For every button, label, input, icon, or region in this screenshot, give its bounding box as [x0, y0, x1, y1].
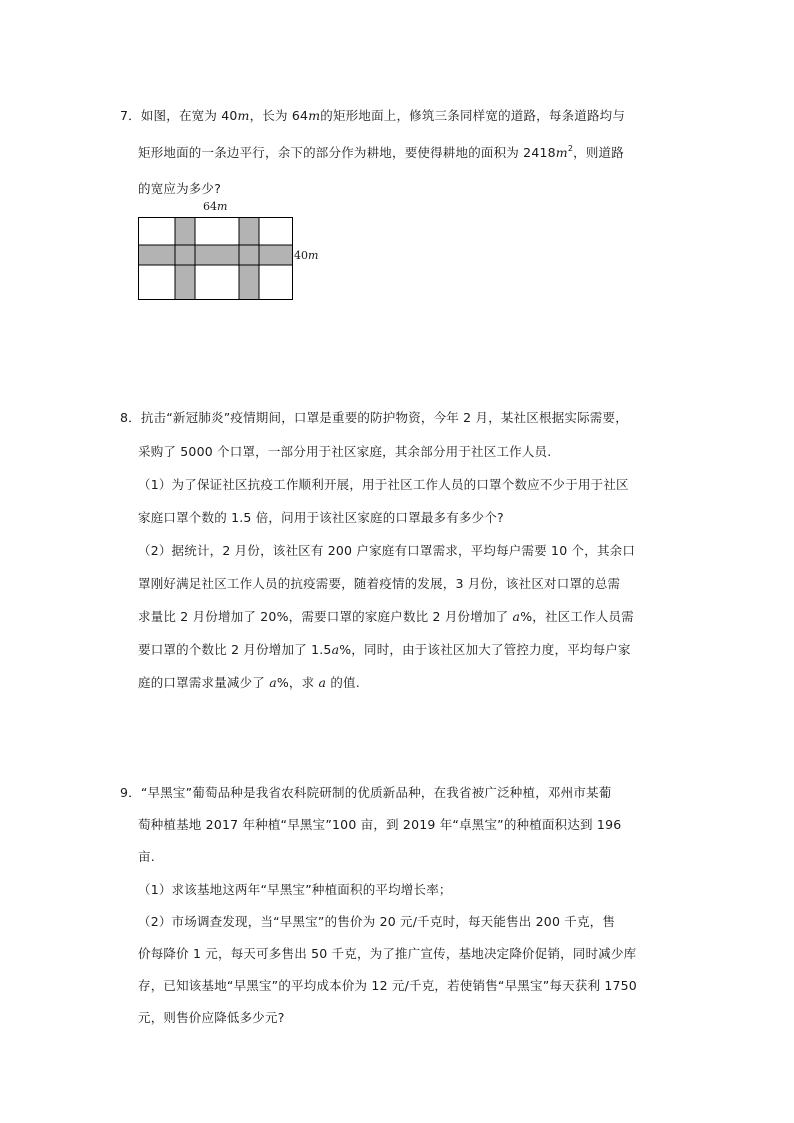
q7-line-2: 矩形地面的一条边平行，余下的部分作为耕地，要使得耕地的面积为 $2418m^2$，则道路: [138, 144, 624, 160]
q9-line-3: 亩.: [138, 849, 155, 864]
figure-top-label: 64m: [203, 200, 228, 213]
q9-line-1: 9．“早黑宝”葡萄品种是我省农科院研制的优质新品种，在我省被广泛种植，邓州市某葡: [120, 785, 612, 800]
q9-part2-line-1: （2）市场调查发现，当“早黑宝”的售价为 20 元/千克时，每天能售出 200 千克，售: [138, 914, 616, 929]
q8-part2-line-3: 求量比 2 月份增加了 20%，需要口罩的家庭户数比 2 月份增加了 a%，社区工作人员需: [138, 609, 634, 624]
q9-line-2: 萄种植基地 2017 年种植“早黑宝”100 亩，到 2019 年“卓黑宝”的种植面积达到 196: [138, 817, 622, 832]
q7-line-3: 的宽应为多少?: [138, 181, 222, 196]
q9-part1: （1）求该基地这两年“早黑宝”种植面积的平均增长率；: [138, 882, 452, 897]
q8-part2-line-5: 庭的口罩需求量减少了 a%，求 a 的值.: [138, 675, 360, 690]
figure-side-label: 40m: [294, 249, 319, 262]
q8-part2-line-1: （2）据统计，2 月份，该社区有 200 户家庭有口罩需求，平均每户需要 10 个，其余口: [138, 543, 636, 558]
q8-part1-line-2: 家庭口罩个数的 1.5 倍，问用于该社区家庭的口罩最多有多少个?: [138, 510, 504, 525]
q8-part2-line-4: 要口罩的个数比 2 月份增加了 1.5a%，同时，由于该社区加大了管控力度，平均每户家: [138, 642, 631, 657]
q9-part2-line-2: 价每降价 1 元，每天可多售出 50 千克，为了推广宣传，基地决定降价促销，同时减少库: [138, 946, 637, 961]
q8-number: 8．: [120, 410, 141, 425]
q8-part2-line-2: 罩刚好满足社区工作人员的抗疫需要，随着疫情的发展，3 月份，该社区对口罩的总需: [138, 576, 621, 591]
road-horizontal: [139, 245, 293, 265]
q7-number: 7．: [120, 108, 141, 123]
road-vertical-left: [175, 218, 195, 300]
road-vertical-right: [239, 218, 259, 300]
q8-line-1: 8．抗击“新冠肺炎”疫情期间，口罩是重要的防护物资，今年 2 月，某社区根据实际需要，: [120, 410, 628, 425]
q8-part1-line-1: （1）为了保证社区抗疫工作顺利开展，用于社区工作人员的口罩个数应不少于用于社区: [138, 477, 629, 492]
q7-line-1: 7．如图，在宽为 40m，长为 64m的矩形地面上，修筑三条同样宽的道路，每条道路均与: [120, 108, 626, 123]
q9-part2-line-4: 元，则售价应降低多少元?: [138, 1010, 285, 1025]
q9-number: 9．: [120, 785, 141, 800]
road-diagram: [138, 217, 294, 302]
q9-part2-line-3: 存，已知该基地“早黑宝”的平均成本价为 12 元/千克，若使销售“早黑宝”每天获利 1750: [138, 978, 637, 993]
q8-line-2: 采购了 5000 个口罩，一部分用于社区家庭，其余部分用于社区工作人员.: [138, 444, 552, 459]
